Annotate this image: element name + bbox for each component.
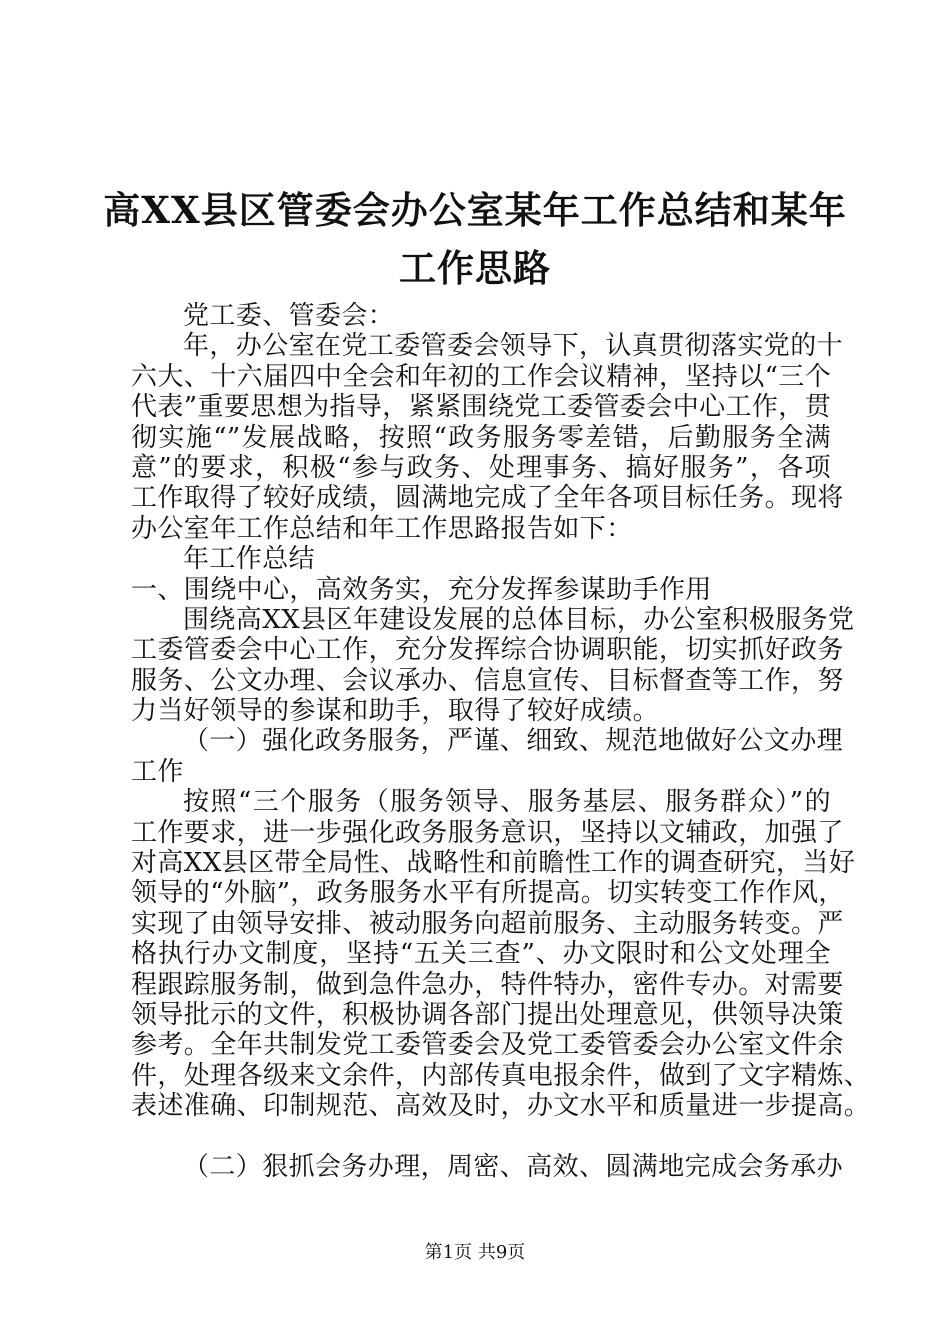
document-title-line-2: 工作思路 xyxy=(399,246,551,290)
paragraph-gap xyxy=(131,1122,831,1152)
page-number-footer: 第1页 共9页 xyxy=(424,1242,526,1263)
body-line: 工委管委会中心工作，充分发挥综合协调职能，切实抓好政务 xyxy=(131,635,844,666)
body-line: 彻实施“”发展战略，按照“政务服务零差错，后勤服务全满 xyxy=(131,422,831,453)
body-line: 按照“三个服务（服务领导、服务基层、服务群众）”的 xyxy=(183,787,831,818)
subsection-heading: （二）狠抓会务办理，周密、高效、圆满地完成会务承办 xyxy=(183,1151,844,1182)
document-title-line-1: 高XX县区管委会办公室某年工作总结和某年 xyxy=(103,188,847,232)
subsection-heading: 工作 xyxy=(131,756,184,787)
body-line: 力当好领导的参谋和助手，取得了较好成绩。 xyxy=(131,696,660,727)
body-line: 六大、十六届四中全会和年初的工作会议精神，坚持以“三个 xyxy=(131,361,832,392)
section-heading: 年工作总结 xyxy=(183,544,316,575)
body-line: 围绕高XX县区年建设发展的总体目标，办公室积极服务党 xyxy=(183,604,855,635)
body-line: 意”的要求，积极“参与政务、处理事务、搞好服务”，各项 xyxy=(131,452,831,483)
body-line: 年，办公室在党工委管委会领导下，认真贯彻落实党的十 xyxy=(183,331,844,362)
document-body xyxy=(131,301,871,1182)
body-line: 工作取得了较好成绩，圆满地完成了全年各项目标任务。现将 xyxy=(131,483,844,514)
subsection-heading: （一）强化政务服务，严谨、细致、规范地做好公文办理 xyxy=(183,726,844,757)
body-line: 工作要求，进一步强化政务服务意识，坚持以文辅政，加强了 xyxy=(131,817,844,848)
body-line: 表述准确、印制规范、高效及时，办文水平和质量进一步提高。 xyxy=(131,1091,871,1122)
section-heading: 一、围绕中心，高效务实，充分发挥参谋助手作用 xyxy=(131,574,712,605)
body-line: 程跟踪服务制，做到急件急办，特件特办，密件专办。对需要 xyxy=(131,969,844,1000)
body-line: 代表”重要思想为指导，紧紧围绕党工委管委会中心工作，贯 xyxy=(131,392,832,423)
body-line: 对高XX县区带全局性、战略性和前瞻性工作的调查研究，当好 xyxy=(131,848,856,879)
salutation-line: 党工委、管委会： xyxy=(183,301,395,331)
body-line: 办公室年工作总结和年工作思路报告如下： xyxy=(131,513,633,544)
body-line: 领导批示的文件，积极协调各部门提出处理意见，供领导决策 xyxy=(131,999,844,1030)
body-line: 格执行办文制度，坚持“五关三查”、办文限时和公文处理全 xyxy=(131,939,831,970)
body-line: 件，处理各级来文余件，内部传真电报余件，做到了文字精炼、 xyxy=(131,1060,871,1091)
body-line: 服务、公文办理、会议承办、信息宣传、目标督查等工作，努 xyxy=(131,665,844,696)
body-line: 实现了由领导安排、被动服务向超前服务、主动服务转变。严 xyxy=(131,908,844,939)
body-line: 参考。全年共制发党工委管委会及党工委管委会办公室文件余 xyxy=(131,1030,844,1061)
body-line: 领导的“外脑”，政务服务水平有所提高。切实转变工作作风， xyxy=(131,878,845,909)
